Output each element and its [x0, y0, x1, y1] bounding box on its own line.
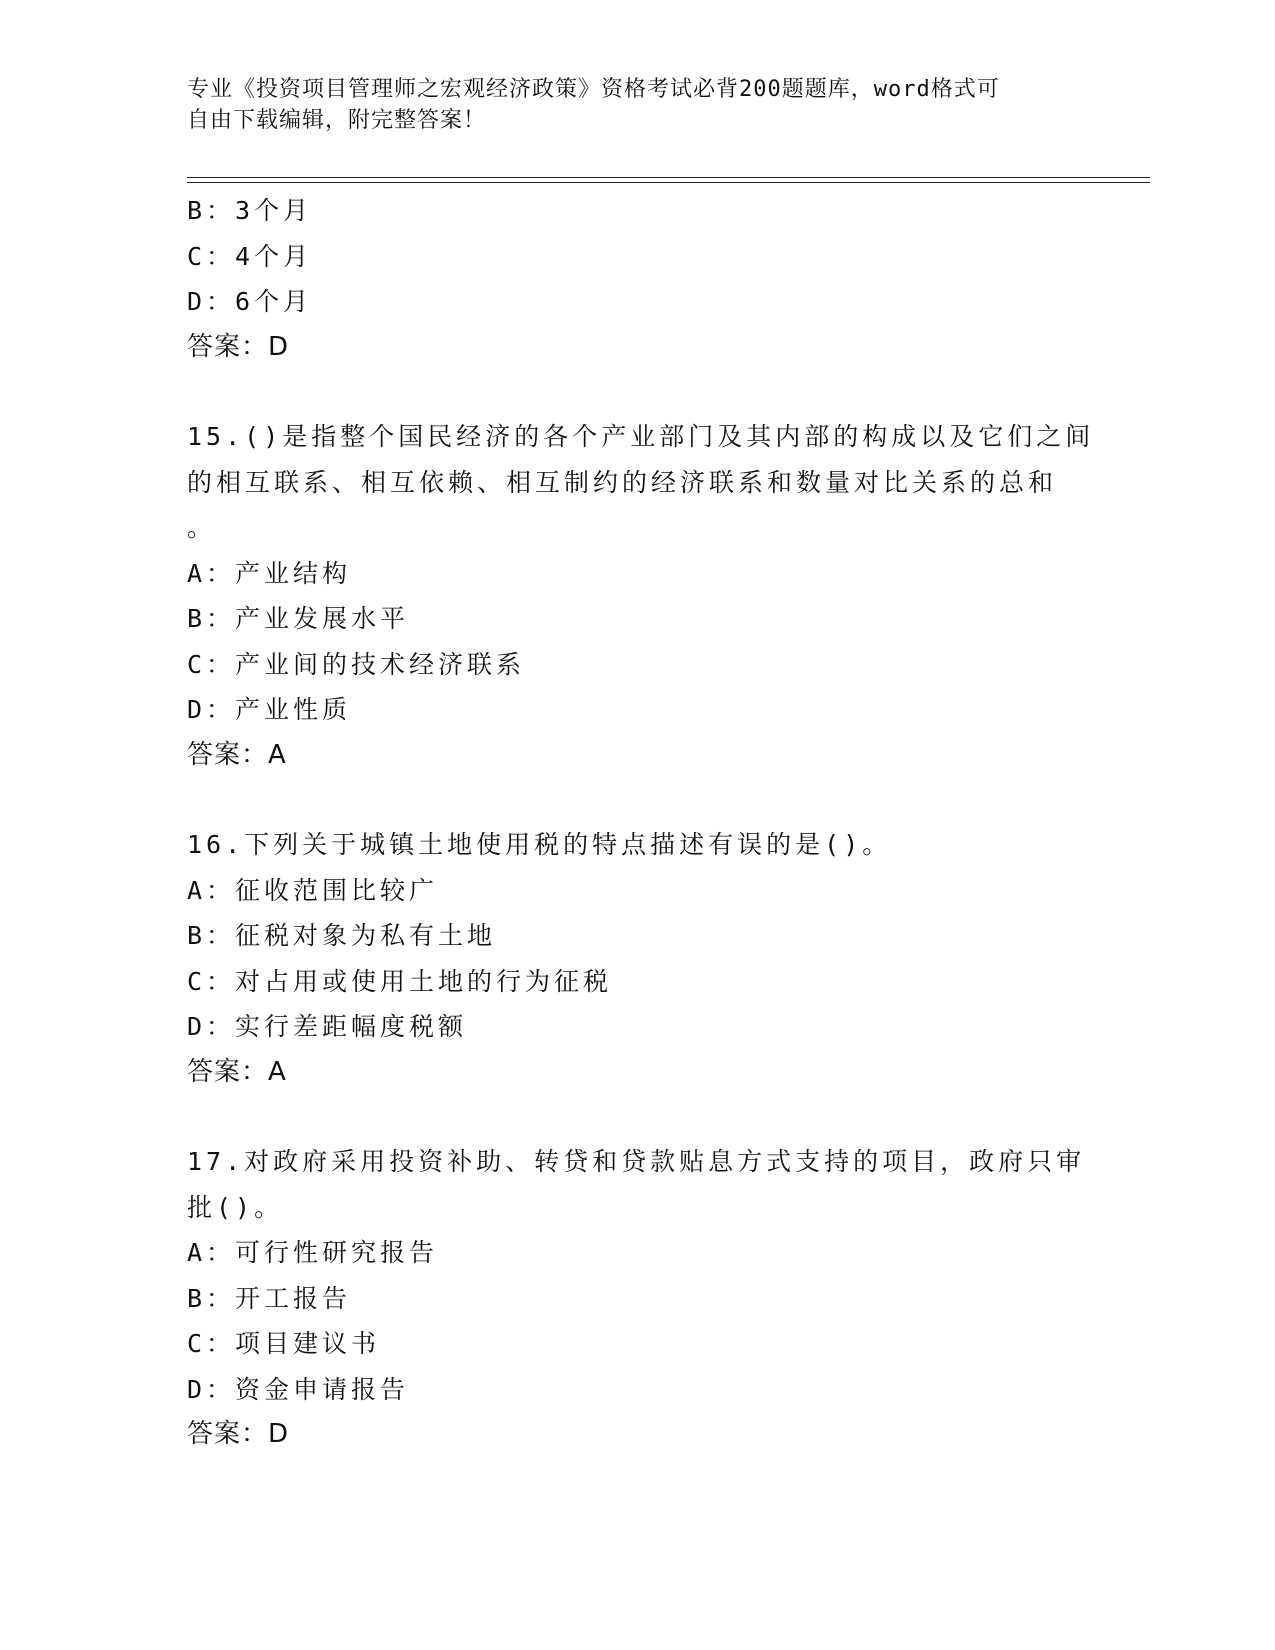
option-a: A：可行性研究报告 [187, 1238, 439, 1267]
question-stem-line: 。 [187, 513, 217, 542]
header-line-2: 自由下载编辑，附完整答案！ [187, 108, 487, 133]
answer-line: 答案：D [187, 331, 290, 362]
answer-line: 答案：A [187, 1056, 287, 1087]
header-divider-bottom [187, 182, 1150, 183]
option-b: B：开工报告 [187, 1283, 352, 1313]
answer-line: 答案：D [187, 1419, 290, 1449]
option-b: B：3个月 [187, 196, 313, 225]
document-header [187, 74, 1087, 136]
question-15 [187, 414, 1095, 778]
option-d: D：6个月 [187, 287, 313, 316]
option-c: C：对占用或使用土地的行为征税 [187, 966, 613, 996]
option-c: C：产业间的技术经济联系 [187, 649, 526, 679]
question-14-continued [187, 188, 1067, 370]
question-stem-line: 的相互联系、相互依赖、相互制约的经济联系和数量对比关系的总和 [187, 467, 1058, 497]
question-17 [187, 1139, 1086, 1458]
option-b: B：征税对象为私有土地 [187, 921, 497, 950]
option-d: D：产业性质 [187, 695, 352, 724]
answer-line: 答案：A [187, 739, 287, 770]
header-divider-top [187, 177, 1150, 178]
header-line-1: 专业《投资项目管理师之宏观经济政策》资格考试必背200题题库，word格式可 [187, 77, 1000, 102]
option-b: B：产业发展水平 [187, 604, 410, 633]
option-d: D：实行差距幅度税额 [187, 1012, 468, 1041]
question-stem-line: 15.()是指整个国民经济的各个产业部门及其内部的构成以及它们之间 [187, 422, 1095, 451]
question-stem-line: 17.对政府采用投资补助、转贷和贷款贴息方式支持的项目，政府只审 [187, 1147, 1086, 1176]
option-a: A：征收范围比较广 [187, 875, 439, 905]
option-c: C：项目建议书 [187, 1329, 381, 1358]
question-stem-line: 16.下列关于城镇土地使用税的特点描述有误的是()。 [187, 830, 892, 859]
option-a: A：产业结构 [187, 558, 352, 588]
question-16 [187, 822, 1067, 1095]
question-stem-line: 批()。 [187, 1192, 284, 1222]
option-c: C：4个月 [187, 241, 313, 271]
document-body [187, 188, 1095, 1458]
option-d: D：资金申请报告 [187, 1374, 410, 1404]
